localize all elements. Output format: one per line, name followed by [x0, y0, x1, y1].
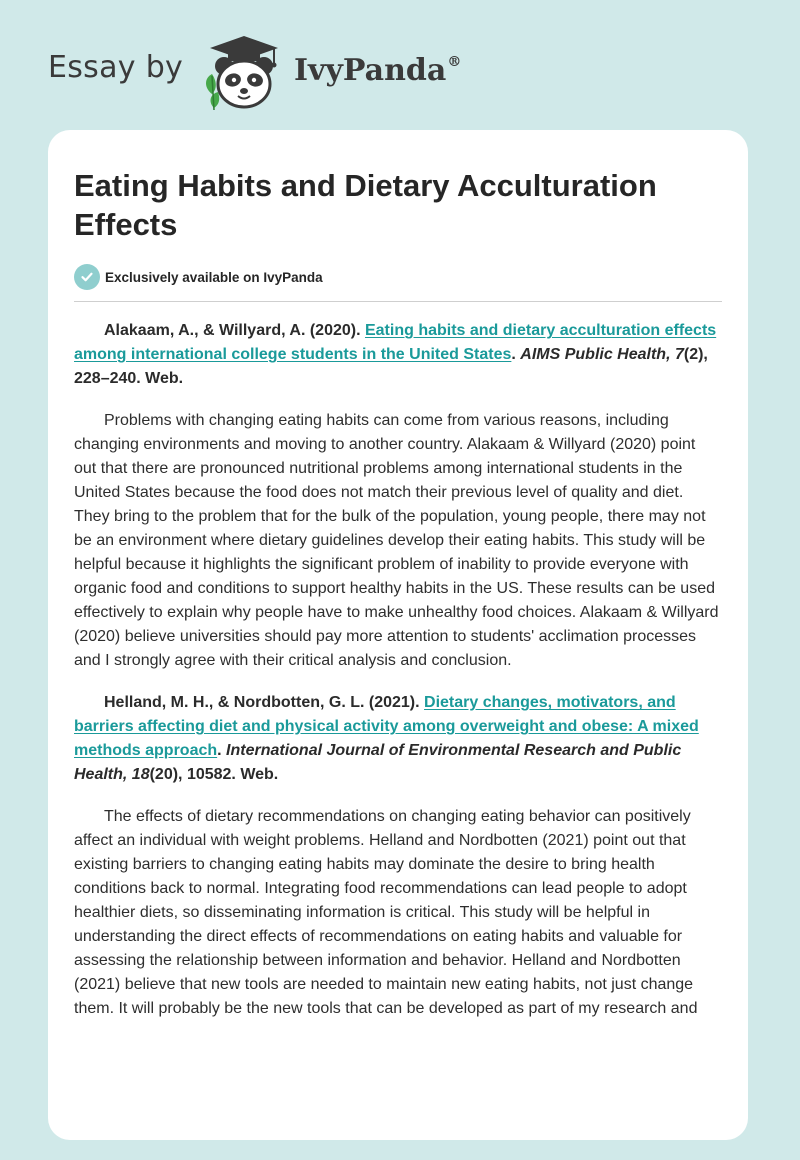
essay-content [74, 166, 722, 1039]
reference-1 [74, 319, 722, 391]
ref1-details: (2), 228–240. Web. [74, 346, 708, 387]
exclusive-badge-label: Exclusively available on IvyPanda [105, 269, 323, 285]
ref2-authors: Helland, M. H., & Nordbotten, G. L. (2021). [104, 694, 425, 711]
brand-name[interactable] [294, 53, 461, 88]
ref2-details: (20), 10582. Web. [149, 766, 279, 783]
paragraph-2: The effects of dietary recommendations on changing eating behavior can positively affect an individual with weight problems. Helland and Nordbotten (2021) point out that existing barriers to changing eating habits may dominate the desire to bring health conditions back to normal. Integrating food recommendations can lead people to adopt healthier diets, so disseminating information is critical. This study will be helpful in understanding the direct effects of recommendations on eating habits and valuable for assessing the relationship between information and behavior. Helland and Nordbotten (2021) believe that new tools are needed to maintain new eating habits, not just change them. It will probably be the new tools that can be developed as part of my research and [74, 808, 698, 1017]
ref1-separator: . [511, 346, 521, 363]
exclusive-badge [74, 264, 722, 290]
check-icon [74, 264, 100, 290]
panda-logo-icon[interactable] [200, 32, 288, 112]
divider [74, 301, 722, 302]
page-title: Eating Habits and Dietary Acculturation Effects [74, 168, 657, 242]
reference-2 [74, 691, 722, 787]
essay-body [74, 319, 722, 1021]
ref2-link[interactable]: Dietary changes, motivators, and barriers affecting diet and physical activity among overweight and obese: A mixed methods approach [74, 694, 699, 759]
ref1-link[interactable]: Eating habits and dietary acculturation effects among international college students in the United States [74, 322, 717, 363]
ref2-journal: International Journal of Environmental Research and Public Health, 18 [74, 742, 682, 783]
ref1-journal: AIMS Public Health, 7 [520, 346, 684, 363]
ref1-authors: Alakaam, A., & Willyard, A. (2020). [104, 322, 365, 339]
essay-card [48, 130, 748, 1140]
essay-by-label: Essay by [48, 50, 184, 85]
registered-mark: ® [447, 54, 462, 70]
site-header [0, 0, 800, 130]
brand-name-text: IvyPanda [294, 53, 447, 88]
paragraph-1: Problems with changing eating habits can come from various reasons, including changing environments and moving to another country. Alakaam & Willyard (2020) point out that there are pronounced nutritional problems among international students in the United States because the food does not match their previous level of quality and diet. They bring to the problem that for the bulk of the population, young people, there may not be an environment where dietary guidelines develop their eating habits. This study will be helpful because it highlights the significant problem of inability to provide everyone with organic food and conditions to support healthy habits in the US. These results can be used effectively to explain why people have to make unhealthy food choices. Alakaam & Willyard (2020) believe universities should pay more attention to students' acclimation processes and I strongly agree with their critical analysis and conclusion. [74, 412, 719, 669]
ref2-separator: . [217, 742, 227, 759]
